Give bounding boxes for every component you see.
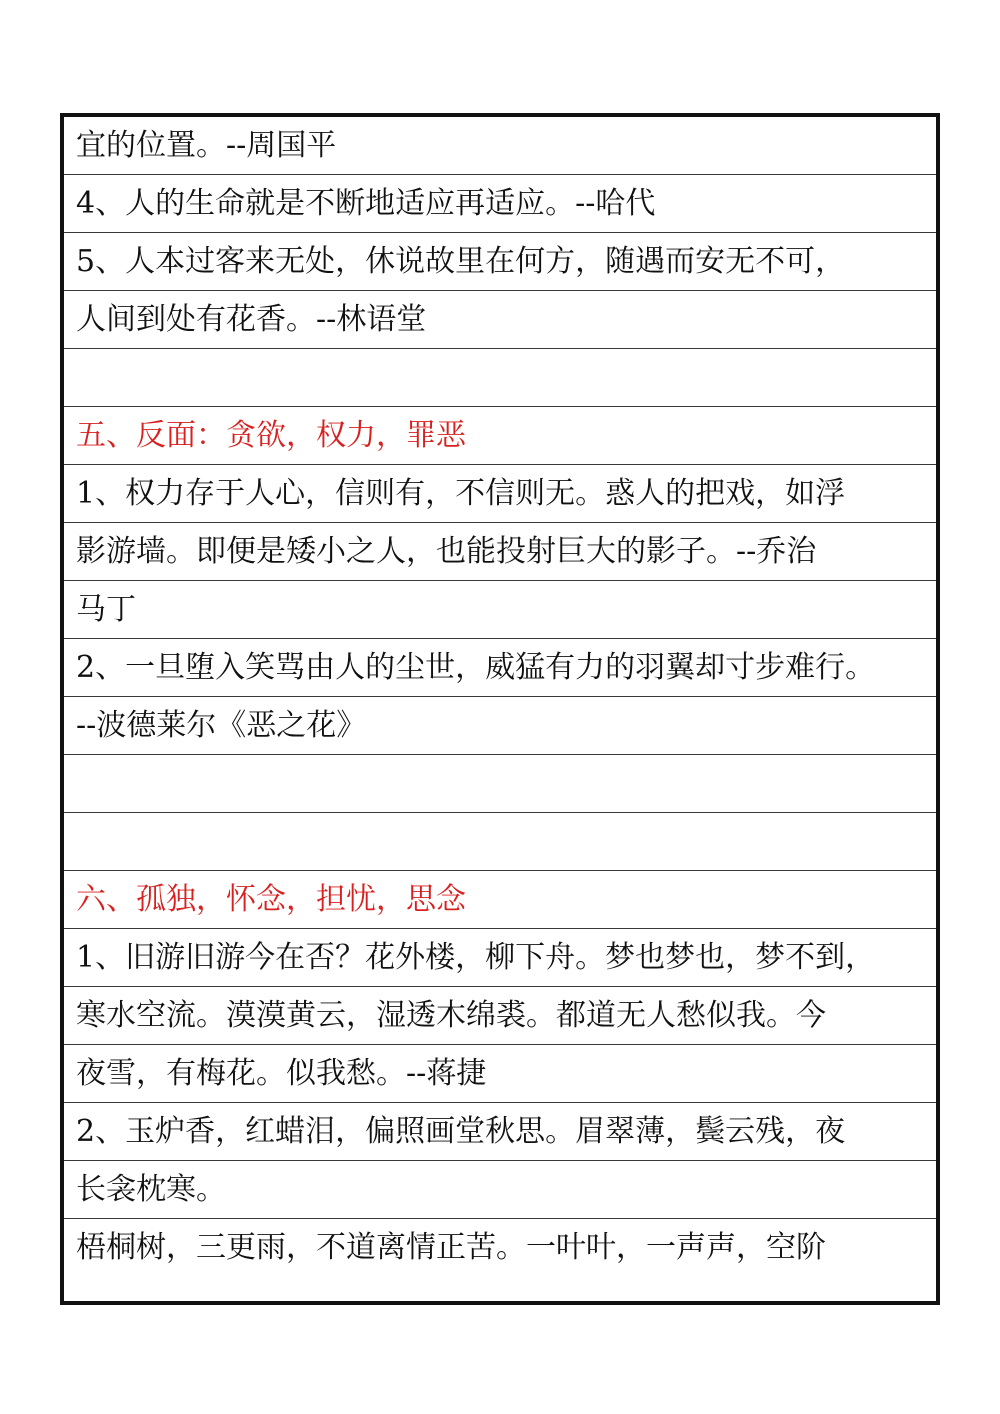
text-line: 5、人本过客来无处，休说故里在何方，随遇而安无不可， [64,233,936,291]
blank-line [64,813,936,871]
blank-line [64,755,936,813]
text-line: --波德莱尔《恶之花》 [64,697,936,755]
text-line: 寒水空流。漠漠黄云，湿透木绵裘。都道无人愁似我。今 [64,987,936,1045]
text-line: 影游墙。即便是矮小之人，也能投射巨大的影子。--乔治 [64,523,936,581]
text-line: 1、权力存于人心，信则有，不信则无。惑人的把戏，如浮 [64,465,936,523]
section-heading: 六、孤独，怀念，担忧，思念 [64,871,936,929]
text-line: 4、人的生命就是不断地适应再适应。--哈代 [64,175,936,233]
text-line: 夜雪，有梅花。似我愁。--蒋捷 [64,1045,936,1103]
section-heading: 五、反面：贪欲，权力，罪恶 [64,407,936,465]
text-line: 宜的位置。--周国平 [64,117,936,175]
text-line: 人间到处有花香。--林语堂 [64,291,936,349]
text-line: 马丁 [64,581,936,639]
blank-line [64,349,936,407]
lined-notebook-page [60,113,940,1305]
text-line: 梧桐树，三更雨，不道离情正苦。一叶叶，一声声，空阶 [76,1230,826,1265]
text-line: 长衾枕寒。 [64,1161,936,1219]
text-line: 1、旧游旧游今在否？花外楼，柳下舟。梦也梦也，梦不到， [64,929,936,987]
text-line: 2、一旦堕入笑骂由人的尘世，威猛有力的羽翼却寸步难行。 [64,639,936,697]
text-line: 2、玉炉香，红蜡泪，偏照画堂秋思。眉翠薄，鬓云残，夜 [64,1103,936,1161]
